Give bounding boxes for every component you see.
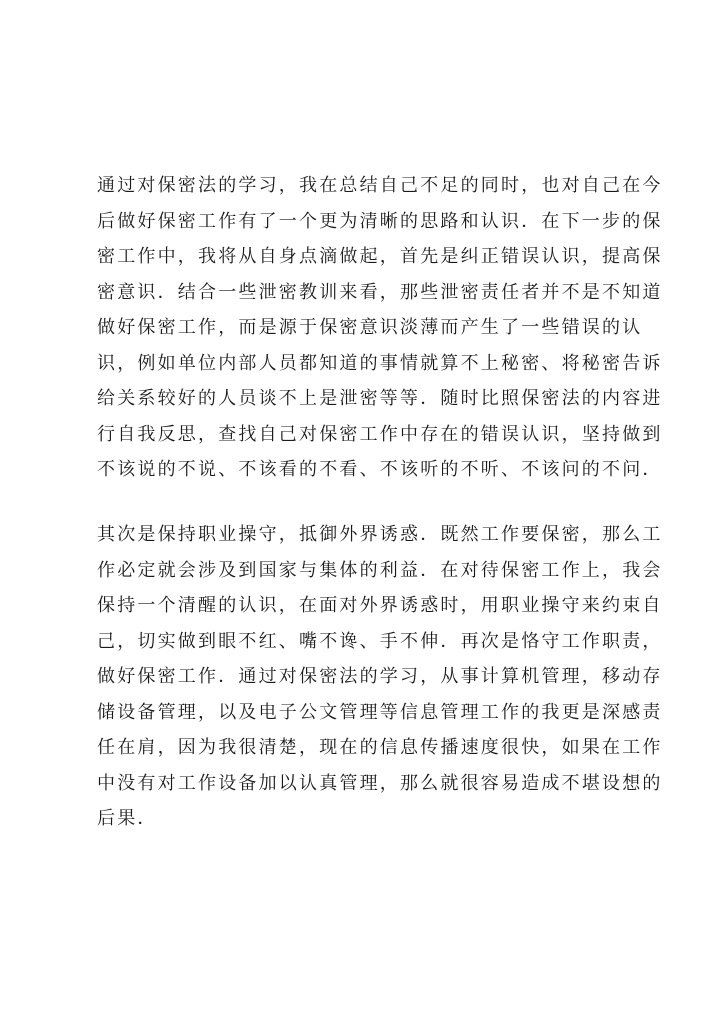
text-line: 给关系较好的人员谈不上是泄密等等．随时比照保密法的内容进 [97,388,663,409]
text-line: 任在肩，因为我很清楚，现在的信息传播速度很快，如果在工作 [97,737,663,758]
text-line: 做好保密工作．通过对保密法的学习，从事计算机管理，移动存 [97,666,663,687]
text-line: 己，切实做到眼不红、嘴不谗、手不伸．再次是恪守工作职责， [97,630,663,652]
text-line: 做好保密工作，而是源于保密意识淡薄而产生了一些错误的认 [97,317,643,338]
text-line: 其次是保持职业操守，抵御外界诱惑．既然工作要保密，那么工 [97,524,663,545]
text-line: 后果． [97,808,158,829]
text-line: 储设备管理，以及电子公文管理等信息管理工作的我更是深感责 [97,701,663,723]
text-line: 不该说的不说、不该看的不看、不该听的不听、不该问的不问． [97,459,663,480]
text-line: 行自我反思，查找自己对保密工作中存在的错误认识，坚持做到 [97,423,663,445]
text-line: 识，例如单位内部人员都知道的事情就算不上秘密、将秘密告诉 [97,352,663,374]
text-line: 中没有对工作设备加以认真管理，那么就很容易造成不堪设想的 [97,772,663,794]
paragraph-1 [97,168,663,488]
text-line: 后做好保密工作有了一个更为清晰的思路和认识．在下一步的保 [97,210,663,232]
text-line: 保持一个清醒的认识，在面对外界诱惑时，用职业操守来约束自 [97,595,663,616]
text-line: 作必定就会涉及到国家与集体的利益．在对待保密工作上，我会 [97,559,663,581]
text-line: 密意识．结合一些泄密教训来看，那些泄密责任者并不是不知道 [97,281,663,303]
text-line: 通过对保密法的学习，我在总结自己不足的同时，也对自己在今 [97,175,663,196]
text-line: 密工作中，我将从自身点滴做起，首先是纠正错误认识，提高保 [97,246,663,267]
paragraph-2 [97,517,663,837]
